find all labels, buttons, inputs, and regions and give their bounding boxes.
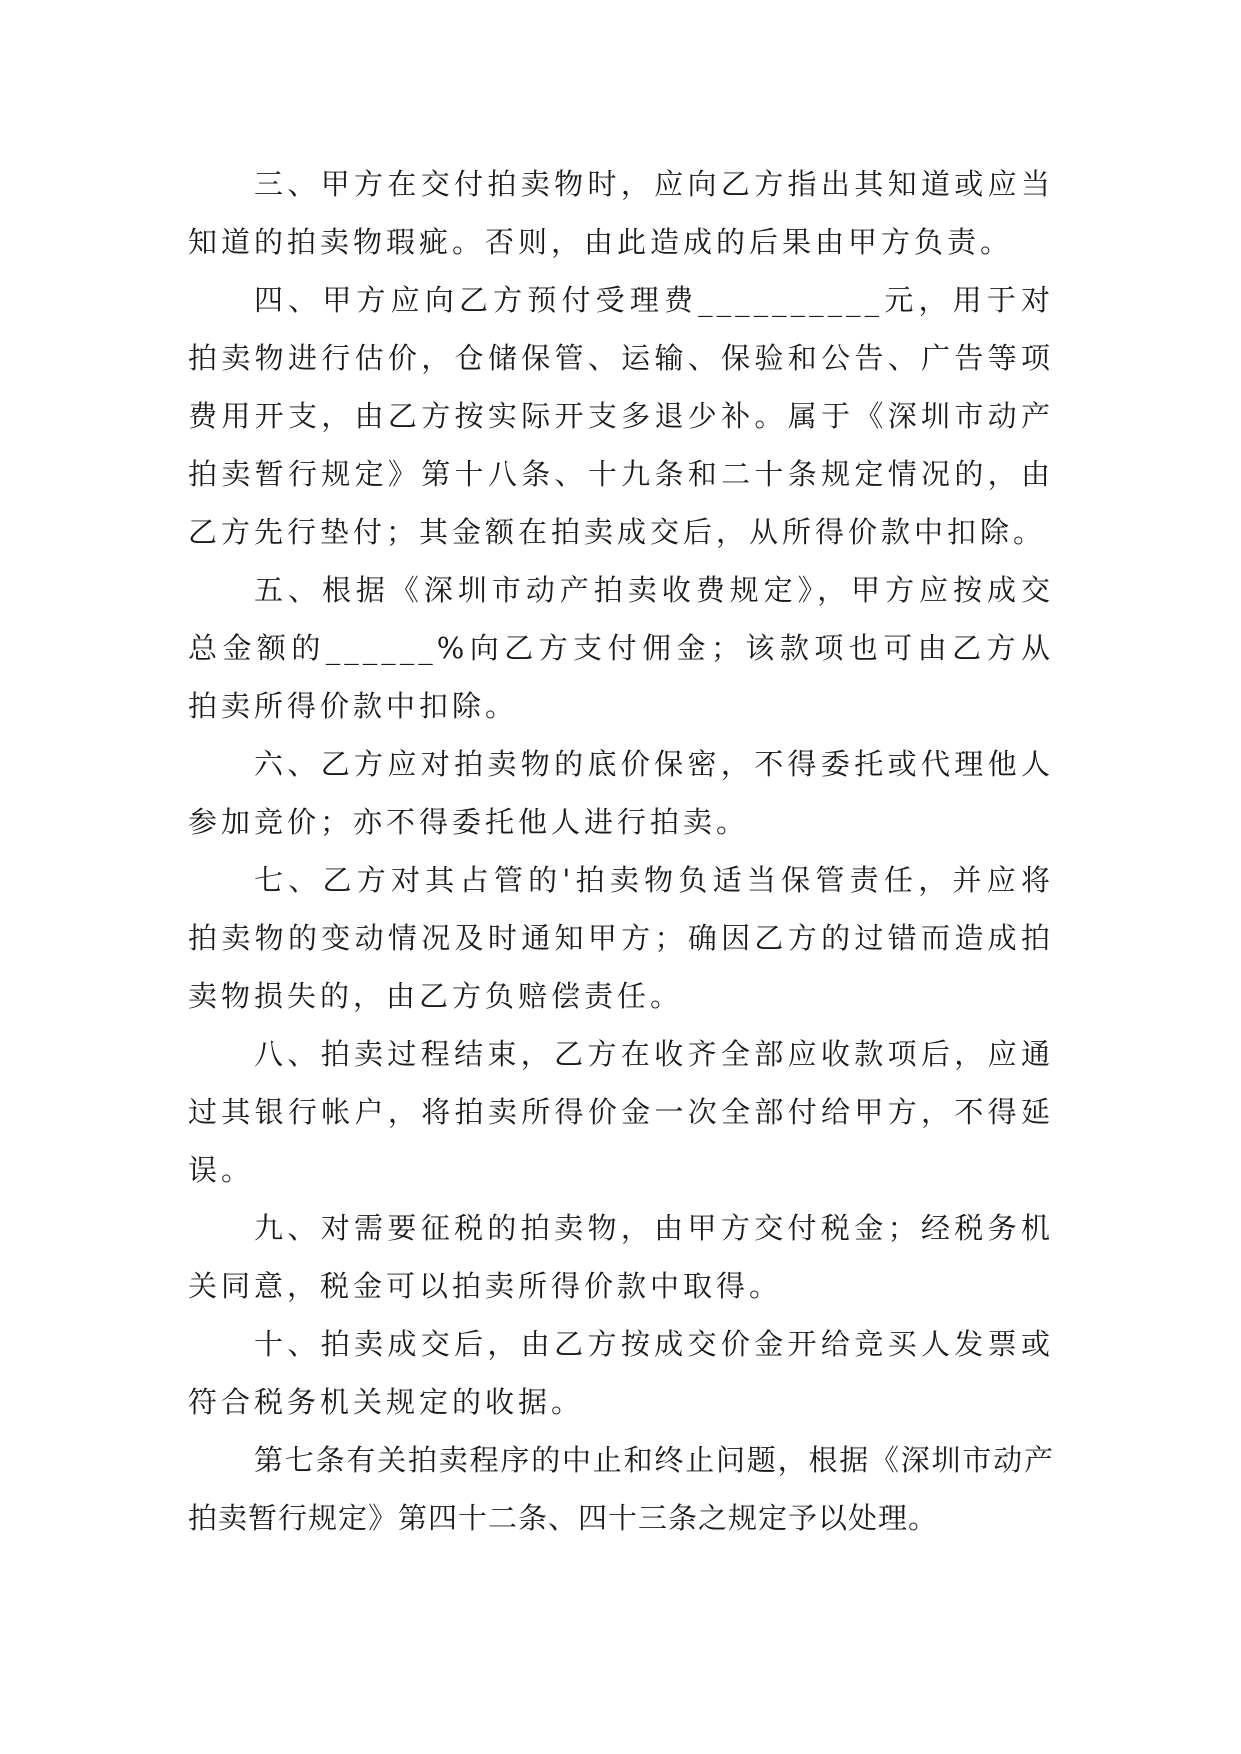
clause-9-paragraph: 九、对需要征税的拍卖物，由甲方交付税金；经税务机关同意，税金可以拍卖所得价款中取得。 <box>188 1211 1054 1303</box>
clause-7-paragraph: 七、乙方对其占管的'拍卖物负适当保管责任，并应将拍卖物的变动情况及时通知甲方；确因乙方的过错而造成拍卖物损失的，由乙方负赔偿责任。 <box>188 863 1054 1013</box>
article-7-paragraph: 第七条有关拍卖程序的中止和终止问题，根据《深圳市动产拍卖暂行规定》第四十二条、四十三条之规定予以处理。 <box>188 1443 1054 1535</box>
clause-6-paragraph: 六、乙方应对拍卖物的底价保密，不得委托或代理他人参加竞价；亦不得委托他人进行拍卖。 <box>188 747 1054 839</box>
clause-10-paragraph: 十、拍卖成交后，由乙方按成交价金开给竞买人发票或符合税务机关规定的收据。 <box>188 1327 1054 1419</box>
clause-8-paragraph: 八、拍卖过程结束，乙方在收齐全部应收款项后，应通过其银行帐户，将拍卖所得价金一次全部付给甲方，不得延误。 <box>188 1037 1054 1187</box>
clause-3-paragraph: 三、甲方在交付拍卖物时，应向乙方指出其知道或应当知道的拍卖物瑕疵。否则，由此造成的后果由甲方负责。 <box>188 167 1054 259</box>
clause-4-paragraph: 四、甲方应向乙方预付受理费__________元，用于对拍卖物进行估价，仓储保管、运输、保验和公告、广告等项费用开支，由乙方按实际开支多退少补。属于《深圳市动产拍卖暂行规定》第十八条、十九条和二十条规定情况的，由乙方先行垫付；其金额在拍卖成交后，从所得价款中扣除。 <box>188 283 1054 549</box>
document-body <box>188 155 1054 1547</box>
clause-5-paragraph: 五、根据《深圳市动产拍卖收费规定》，甲方应按成交总金额的______%向乙方支付佣金；该款项也可由乙方从拍卖所得价款中扣除。 <box>188 573 1054 723</box>
